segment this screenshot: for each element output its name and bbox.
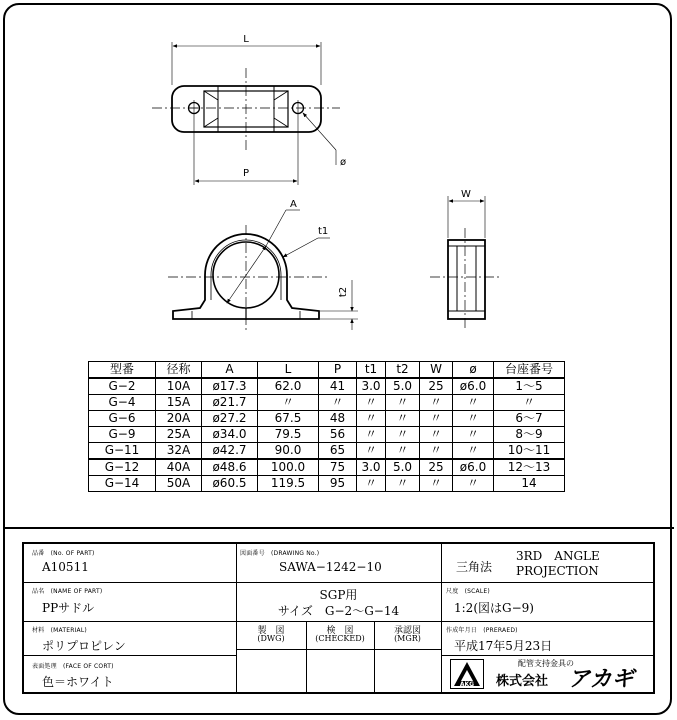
table-cell: 〃 — [386, 476, 420, 492]
table-row — [89, 459, 565, 476]
table-cell: 50A — [156, 476, 202, 492]
company-tagline: 配管支持金具の — [518, 659, 574, 668]
title-line2: サイズ G−2〜G−14 — [277, 604, 400, 618]
col-header-W: W — [420, 362, 453, 379]
col-header-P: P — [319, 362, 357, 379]
part-name-value: PPサドル — [42, 601, 95, 615]
table-cell: 〃 — [420, 411, 453, 427]
dim-A-label: A — [290, 199, 297, 210]
table-cell: 119.5 — [258, 476, 319, 492]
table-cell: 〃 — [386, 443, 420, 460]
part-no-label: 品番 (No. OF PART) — [32, 550, 95, 557]
finish-label: 表面処理 (FACE OF CORT) — [32, 663, 114, 670]
table-cell: 75 — [319, 459, 357, 476]
table-cell: 41 — [319, 378, 357, 395]
material-label: 材料 (MATERIAL) — [32, 627, 87, 634]
table-cell: 〃 — [453, 395, 494, 411]
table-cell: 〃 — [258, 395, 319, 411]
title-line1: SGP用 — [319, 588, 358, 602]
company-logo — [450, 658, 650, 690]
table-cell: 15A — [156, 395, 202, 411]
table-cell: 〃 — [357, 411, 386, 427]
col-header-model: 型番 — [89, 362, 156, 379]
table-cell: 〃 — [420, 427, 453, 443]
table-cell: 14 — [494, 476, 565, 492]
table-cell: G−6 — [89, 411, 156, 427]
scale-value: 1:2(図はG−9) — [454, 601, 534, 615]
table-cell: 10A — [156, 378, 202, 395]
table-cell: 100.0 — [258, 459, 319, 476]
table-cell: 5.0 — [386, 378, 420, 395]
table-cell: 10〜11 — [494, 443, 565, 460]
projection-en-line1: 3RD ANGLE — [516, 549, 600, 563]
table-row — [89, 476, 565, 492]
table-cell: ø17.3 — [202, 378, 258, 395]
table-cell: 95 — [319, 476, 357, 492]
table-cell: G−9 — [89, 427, 156, 443]
table-cell: 25 — [420, 378, 453, 395]
col-header-phi: ø — [453, 362, 494, 379]
table-row — [89, 395, 565, 411]
table-cell: ø42.7 — [202, 443, 258, 460]
table-cell: G−2 — [89, 378, 156, 395]
table-cell: 〃 — [494, 395, 565, 411]
drawing-no-label: 図面番号 (DRAWING No.) — [240, 550, 320, 557]
table-cell: 〃 — [453, 427, 494, 443]
table-cell: 〃 — [420, 395, 453, 411]
table-cell: 〃 — [453, 476, 494, 492]
part-name-label: 品名 (NAME OF PART) — [32, 588, 103, 595]
projection-en-line2: PROJECTION — [516, 564, 599, 578]
table-cell: 1〜5 — [494, 378, 565, 395]
table-row — [89, 427, 565, 443]
table-cell: G−14 — [89, 476, 156, 492]
table-cell: 〃 — [453, 411, 494, 427]
table-cell: ø6.0 — [453, 459, 494, 476]
approved-label-jp: 承認図 — [393, 626, 421, 636]
table-cell: 6〜7 — [494, 411, 565, 427]
table-cell: 〃 — [357, 427, 386, 443]
dim-phi-label: ø — [340, 157, 347, 168]
col-header-L: L — [258, 362, 319, 379]
approved-label-en: (MGR) — [394, 634, 421, 643]
table-cell: 56 — [319, 427, 357, 443]
table-cell: 5.0 — [386, 459, 420, 476]
table-cell: 〃 — [453, 443, 494, 460]
side-view — [430, 196, 500, 328]
spec-table — [88, 361, 565, 492]
table-cell: 25 — [420, 459, 453, 476]
part-no-value: A10511 — [42, 560, 89, 574]
spec-table-body — [89, 378, 565, 492]
company-brand: アカギ — [568, 667, 634, 692]
col-header-t2: t2 — [386, 362, 420, 379]
dim-t2-label: t2 — [338, 286, 349, 298]
table-cell: 62.0 — [258, 378, 319, 395]
spec-table-header-row — [89, 362, 565, 379]
table-cell: 3.0 — [357, 378, 386, 395]
table-cell: ø60.5 — [202, 476, 258, 492]
table-cell: G−11 — [89, 443, 156, 460]
akg-logo-icon — [450, 659, 484, 689]
checked-label-en: (CHECKED) — [315, 634, 365, 643]
dim-P-label: P — [242, 168, 250, 179]
finish-value: 色＝ホワイト — [42, 675, 114, 689]
dim-W-label: W — [461, 189, 471, 200]
front-view — [168, 210, 358, 330]
date-value: 平成17年5月23日 — [454, 639, 553, 653]
table-cell: 〃 — [420, 476, 453, 492]
table-row — [89, 443, 565, 460]
table-cell: 8〜9 — [494, 427, 565, 443]
table-cell: ø48.6 — [202, 459, 258, 476]
projection-jp: 三角法 — [456, 560, 493, 574]
table-cell: ø27.2 — [202, 411, 258, 427]
table-cell: 20A — [156, 411, 202, 427]
col-header-size: 径称 — [156, 362, 202, 379]
company-name: 株式会社 — [496, 674, 549, 689]
table-cell: ø34.0 — [202, 427, 258, 443]
table-cell: 〃 — [357, 395, 386, 411]
table-cell: 〃 — [357, 476, 386, 492]
drawn-label-jp: 製 図 — [257, 626, 285, 636]
table-cell: 〃 — [386, 395, 420, 411]
top-view — [152, 42, 340, 185]
table-cell: G−12 — [89, 459, 156, 476]
table-cell: G−4 — [89, 395, 156, 411]
table-cell: 67.5 — [258, 411, 319, 427]
drawn-label-en: (DWG) — [257, 634, 285, 643]
table-cell: 12〜13 — [494, 459, 565, 476]
table-cell: 40A — [156, 459, 202, 476]
table-cell: 〃 — [386, 427, 420, 443]
table-cell: 〃 — [420, 443, 453, 460]
dim-t1-label: t1 — [318, 226, 329, 237]
table-cell: 〃 — [357, 443, 386, 460]
dim-L-label: L — [243, 34, 249, 45]
table-cell: 〃 — [386, 411, 420, 427]
table-cell: 〃 — [319, 395, 357, 411]
table-row — [89, 378, 565, 395]
table-cell: 3.0 — [357, 459, 386, 476]
col-header-t1: t1 — [357, 362, 386, 379]
table-cell: 90.0 — [258, 443, 319, 460]
scale-label: 尺度 (SCALE) — [446, 588, 490, 595]
drawing-no-value: SAWA−1242−10 — [279, 560, 382, 574]
table-cell: 32A — [156, 443, 202, 460]
table-cell: 65 — [319, 443, 357, 460]
table-cell: ø21.7 — [202, 395, 258, 411]
col-header-A: A — [202, 362, 258, 379]
table-cell: 48 — [319, 411, 357, 427]
col-header-base-no: 台座番号 — [494, 362, 565, 379]
checked-label-jp: 検 図 — [326, 626, 354, 636]
table-row — [89, 411, 565, 427]
date-label: 作成年月日 (PRERAED) — [446, 627, 518, 634]
table-cell: ø6.0 — [453, 378, 494, 395]
material-value: ポリプロピレン — [42, 639, 126, 653]
title-block — [22, 542, 655, 694]
table-cell: 25A — [156, 427, 202, 443]
table-cell: 79.5 — [258, 427, 319, 443]
logo-letters: AKG — [459, 681, 475, 688]
